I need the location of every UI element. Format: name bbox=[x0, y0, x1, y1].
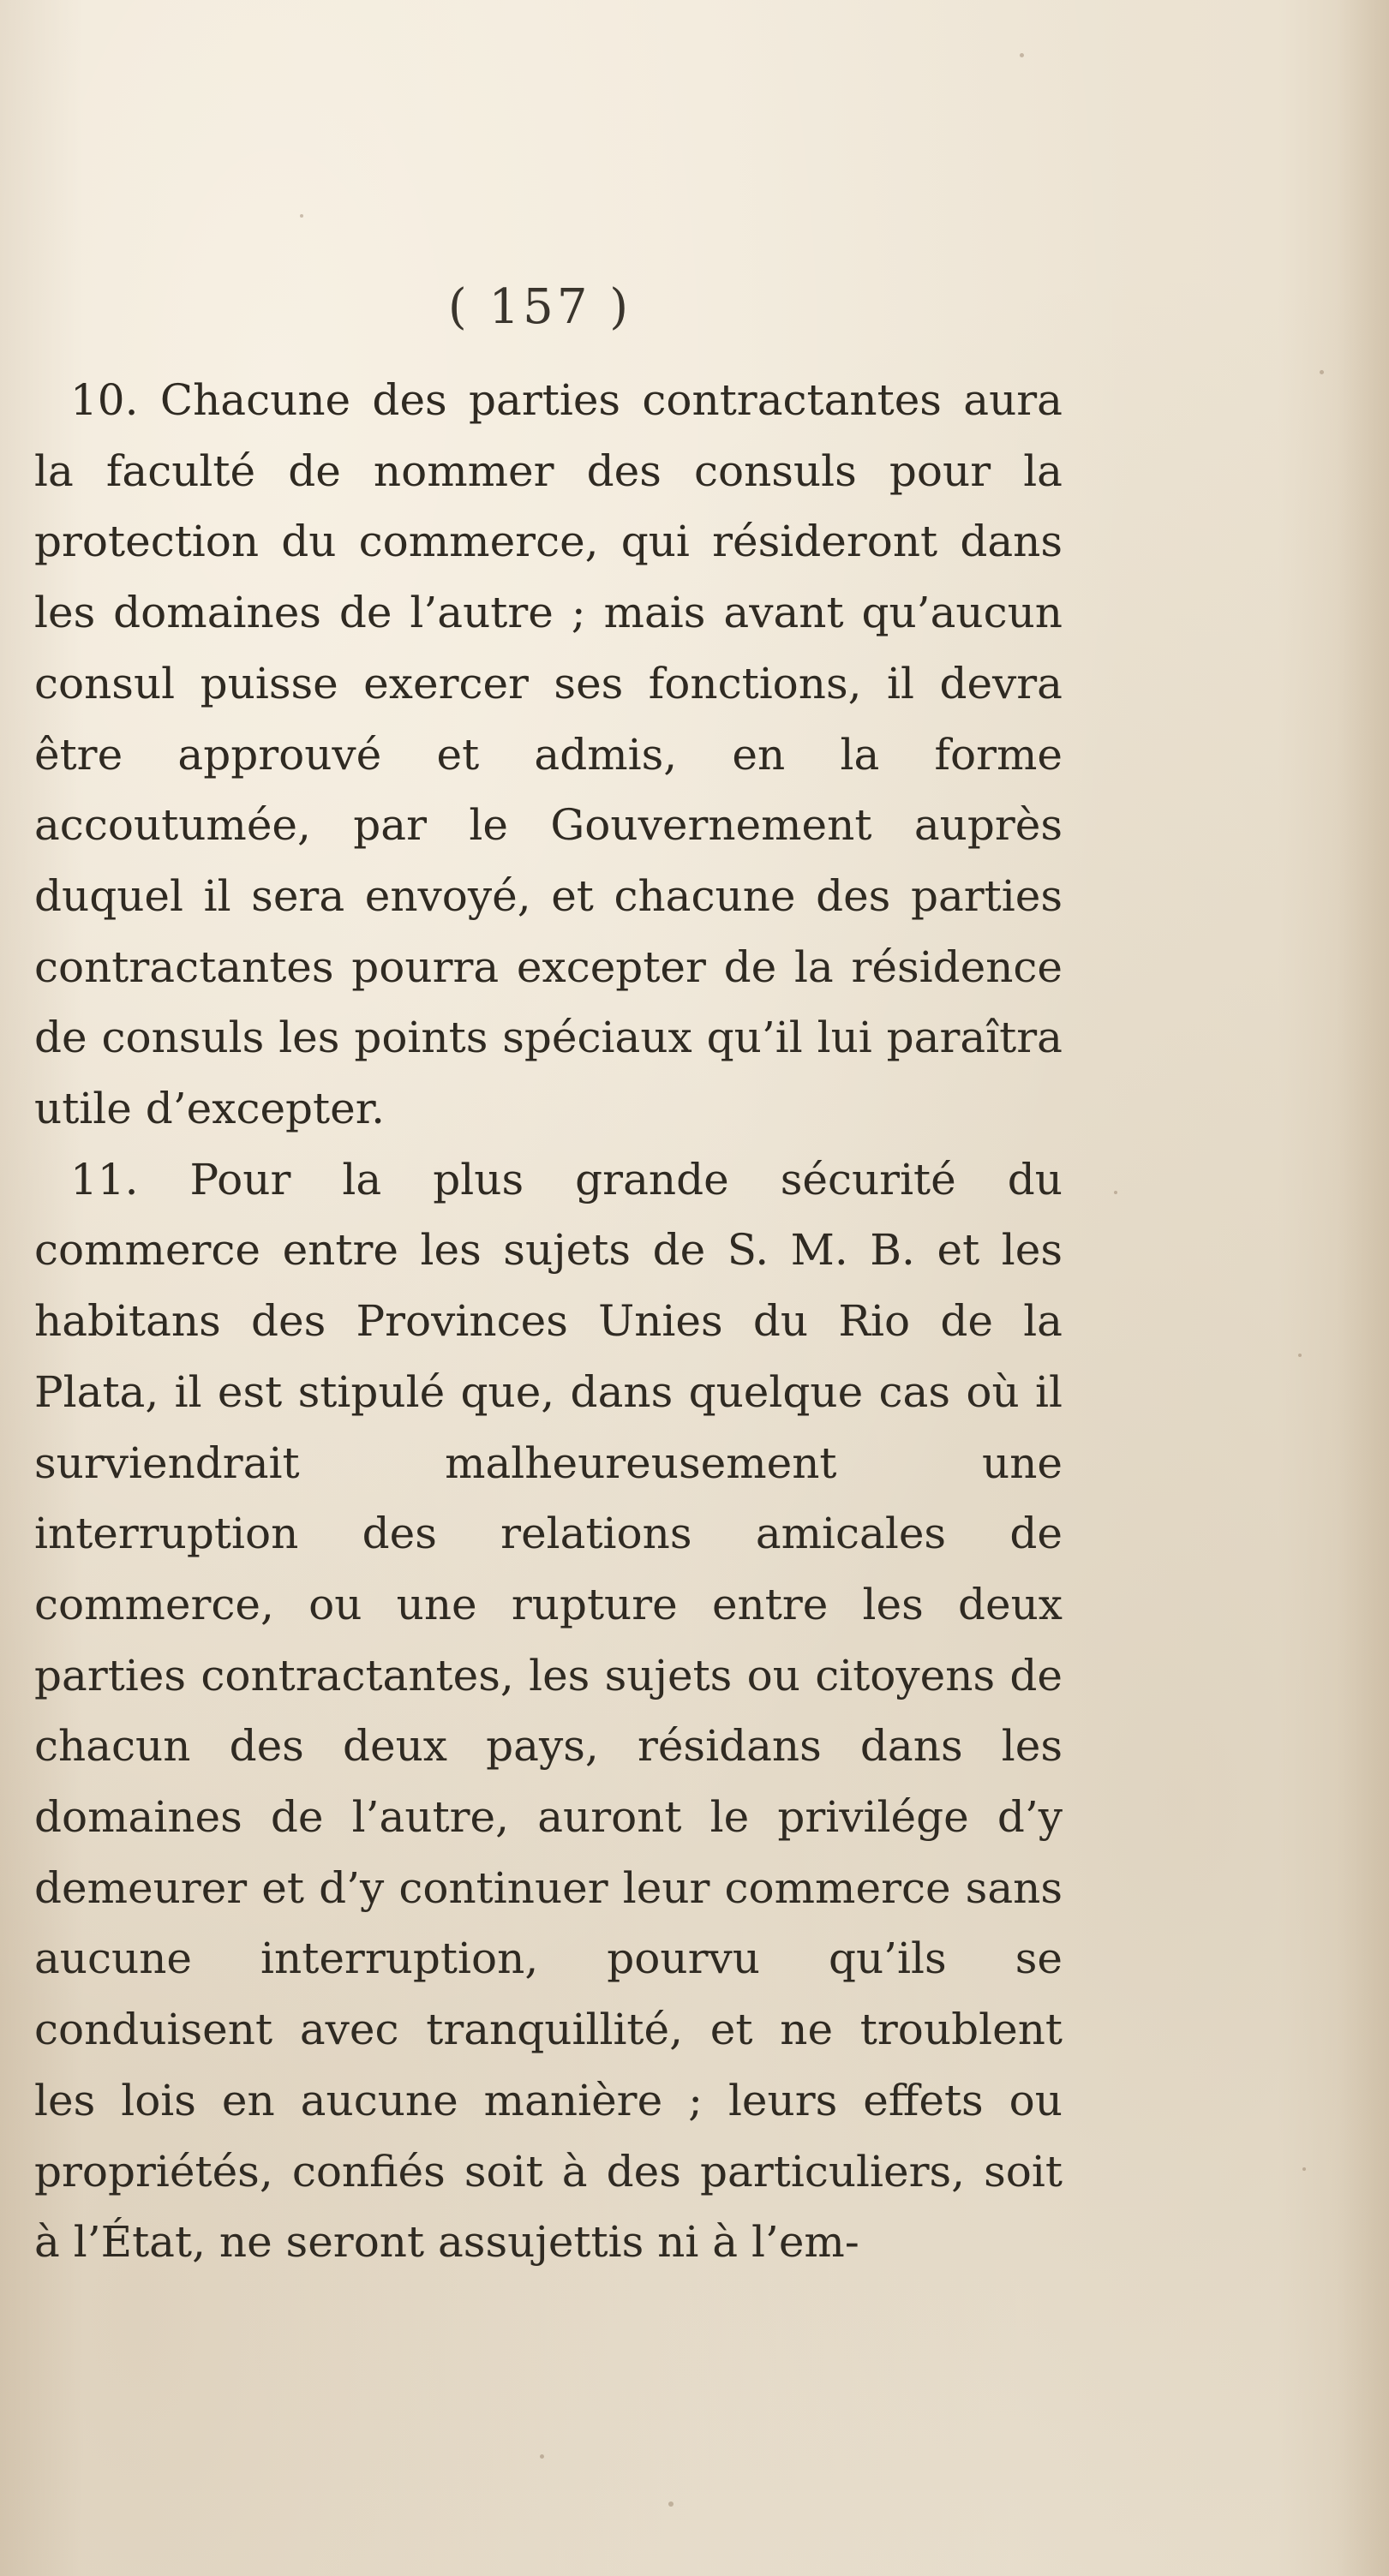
paper-speck bbox=[1114, 1191, 1117, 1194]
paper-speck bbox=[300, 214, 303, 218]
page-number: ( 157 ) bbox=[447, 279, 632, 335]
paper-speck bbox=[668, 2501, 674, 2507]
article-10: 10. Chacune des parties contractantes aura la faculté de nommer des consuls pour la protection du commerce, qui résideront dans les domaines de l’autre ; mais avant qu’aucun consul puisse exercer ses fonctions, il devra être approuvé et admis, en la forme accoutumée, par le Gouvernement auprès duquel il sera envoyé, et chacune des parties contractantes pourra excepter de la résidence de consuls les points spéciaux qu’il lui paraîtra utile d’excepter. bbox=[34, 375, 1063, 1134]
article-11: 11. Pour la plus grande sécurité du commerce entre les sujets de S. M. B. et les habitans des Provinces Unies du Rio de la Plata, il est stipulé que, dans quelque cas où il surviendrait malheureusement une interruption des relations amicales de commerce, ou une rupture entre les deux parties contractantes, les sujets ou citoyens de chacun des deux pays, résidans dans les domaines de l’autre, auront le privilége d’y demeurer et d’y continuer leur commerce sans aucune interruption, pourvu qu’ils se conduisent avec tranquillité, et ne troublent les lois en aucune manière ; leurs effets ou propriétés, confiés soit à des particuliers, soit à l’État, ne seront assujettis ni à l’em- bbox=[34, 1154, 1063, 2268]
page-edge-shadow bbox=[1338, 0, 1389, 2576]
paper-speck bbox=[1320, 370, 1324, 374]
paper-speck bbox=[540, 2454, 544, 2459]
body-text bbox=[34, 365, 1063, 2278]
paper-speck bbox=[1298, 1354, 1302, 1357]
paper-speck bbox=[1020, 53, 1024, 57]
paper-speck bbox=[1302, 2167, 1306, 2171]
